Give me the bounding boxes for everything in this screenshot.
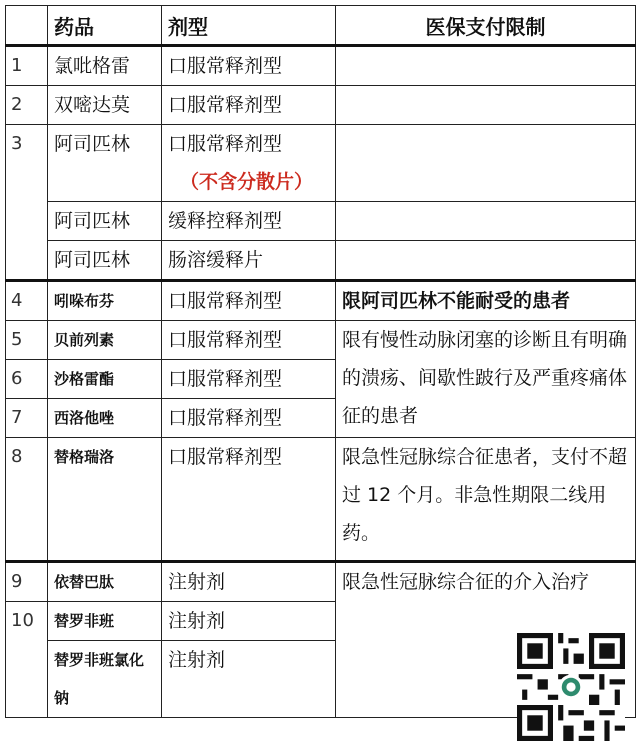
table-row: 6 沙格雷酯 口服常释剂型 — [6, 360, 636, 399]
table-row: 3 阿司匹林 口服常释剂型 （不含分散片） — [6, 125, 636, 202]
table-row: 阿司匹林 缓释控释剂型 — [6, 202, 636, 241]
limit-text: 限急性冠脉综合征患者，支付不超过 12 个月。非急性期限二线用药。 — [336, 438, 636, 562]
table-row: 替罗非班氯化钠 注射剂 — [6, 641, 636, 718]
table-row: 9 依替巴肽 注射剂 限急性冠脉综合征的介入治疗 — [6, 562, 636, 602]
header-limit: 医保支付限制 — [336, 6, 636, 46]
table-row: 10 替罗非班 注射剂 — [6, 602, 636, 641]
table-row: 8 替格瑞洛 口服常释剂型 限急性冠脉综合征患者，支付不超过 12 个月。非急性期限二线用药。 — [6, 438, 636, 562]
header-drug: 药品 — [48, 6, 162, 46]
header-row — [6, 6, 636, 46]
header-index — [6, 6, 48, 46]
exclusion-note: （不含分散片） — [180, 171, 314, 193]
table-row: 2 双嘧达莫 口服常释剂型 — [6, 86, 636, 125]
table-row: 7 西洛他唑 口服常释剂型 — [6, 399, 636, 438]
limit-text: 限有慢性动脉闭塞的诊断且有明确的溃疡、间歇性跛行及严重疼痛体征的患者 — [336, 321, 636, 438]
qr-code-icon — [517, 633, 625, 741]
table-row: 1 氯吡格雷 口服常释剂型 — [6, 46, 636, 86]
table-row: 阿司匹林 肠溶缓释片 — [6, 241, 636, 281]
table-row: 5 贝前列素 口服常释剂型 限有慢性动脉闭塞的诊断且有明确的溃疡、间歇性跛行及严重疼痛体征的患者 — [6, 321, 636, 360]
limit-text: 限急性冠脉综合征的介入治疗 — [336, 562, 636, 718]
header-form: 剂型 — [162, 6, 336, 46]
reimbursement-table — [5, 5, 636, 718]
table-row: 4 吲哚布芬 口服常释剂型 限阿司匹林不能耐受的患者 — [6, 281, 636, 321]
limit-text: 限阿司匹林不能耐受的患者 — [336, 281, 636, 321]
